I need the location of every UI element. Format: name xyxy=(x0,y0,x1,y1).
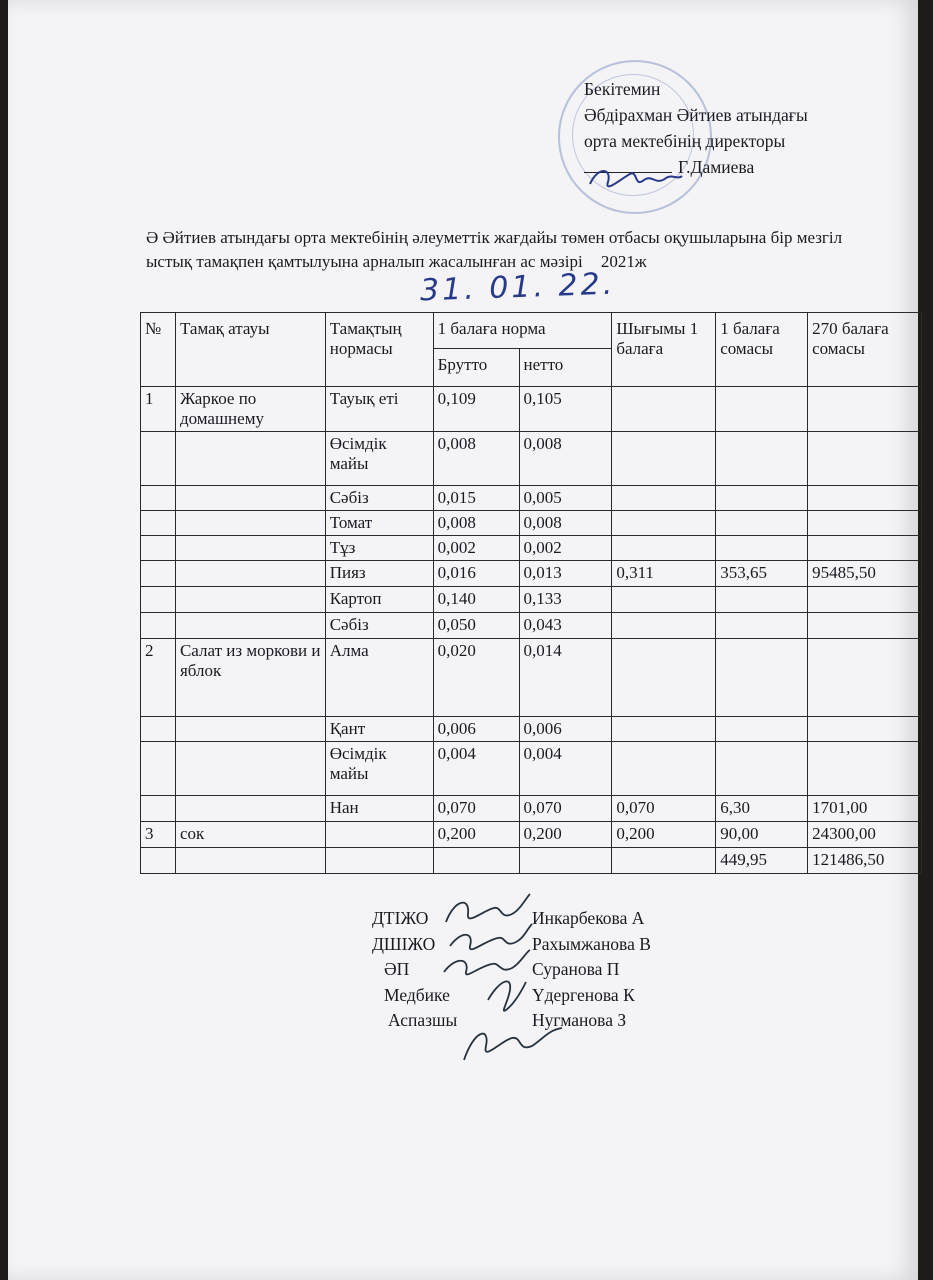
table-row xyxy=(141,387,922,432)
cell-dish xyxy=(175,613,325,639)
menu-table xyxy=(140,312,922,874)
cell-brutto: 0,109 xyxy=(433,387,519,432)
cell-output xyxy=(612,613,716,639)
signature-role: ДТІЖО xyxy=(372,908,429,928)
table-row xyxy=(141,796,922,822)
cell-num xyxy=(141,717,176,742)
cell-num: 3 xyxy=(141,822,176,848)
cell-sum270 xyxy=(808,587,922,613)
cell-item: Қант xyxy=(325,717,433,742)
cell-sum270 xyxy=(808,536,922,561)
cell-netto: 0,133 xyxy=(519,587,612,613)
director-signature xyxy=(586,160,686,200)
approval-title: Бекітемин xyxy=(584,79,661,99)
cell-item xyxy=(325,848,433,874)
cell-item: Картоп xyxy=(325,587,433,613)
cell-num xyxy=(141,432,176,486)
cell-sum1 xyxy=(716,387,808,432)
heading-year: 2021ж xyxy=(600,252,647,271)
cell-sum1 xyxy=(716,587,808,613)
cell-num xyxy=(141,561,176,587)
table-row xyxy=(141,511,922,536)
cell-sum1 xyxy=(716,613,808,639)
cell-netto: 0,008 xyxy=(519,432,612,486)
header-netto: нетто xyxy=(519,349,612,387)
cell-sum1 xyxy=(716,742,808,796)
cell-num xyxy=(141,613,176,639)
cell-output xyxy=(612,717,716,742)
cell-brutto: 0,020 xyxy=(433,639,519,717)
cell-netto: 0,013 xyxy=(519,561,612,587)
cell-sum270: 24300,00 xyxy=(808,822,922,848)
header-output: Шығымы 1 балаға xyxy=(612,313,716,387)
heading-text: Ә Әйтиев атындағы орта мектебінің әлеуметтік жағдайы төмен отбасы оқушыларына бір мезгіл ыстық тамақпен қамтылуына арналып жасалынған ас мәзірі xyxy=(146,228,843,271)
cell-output xyxy=(612,639,716,717)
cell-sum270: 121486,50 xyxy=(808,848,922,874)
signature-name: Суранова П xyxy=(532,959,620,979)
cell-brutto: 0,200 xyxy=(433,822,519,848)
cell-dish xyxy=(175,848,325,874)
cell-output xyxy=(612,848,716,874)
header-sum1: 1 балаға сомасы xyxy=(716,313,808,387)
cell-dish: сок xyxy=(175,822,325,848)
cell-item: Сәбіз xyxy=(325,613,433,639)
table-row xyxy=(141,848,922,874)
table-row xyxy=(141,717,922,742)
handwritten-signatures xyxy=(440,890,580,1080)
signature-name: Инкарбекова А xyxy=(532,908,645,928)
cell-netto xyxy=(519,848,612,874)
cell-sum270: 95485,50 xyxy=(808,561,922,587)
cell-netto: 0,043 xyxy=(519,613,612,639)
cell-dish: Жаркое по домашнему xyxy=(175,387,325,432)
cell-brutto: 0,008 xyxy=(433,511,519,536)
signature-role: Медбике xyxy=(384,984,450,1005)
table-row xyxy=(141,639,922,717)
cell-num xyxy=(141,587,176,613)
cell-item xyxy=(325,822,433,848)
table-row xyxy=(141,587,922,613)
cell-sum1: 90,00 xyxy=(716,822,808,848)
cell-brutto: 0,016 xyxy=(433,561,519,587)
cell-brutto xyxy=(433,848,519,874)
cell-item: Пияз xyxy=(325,561,433,587)
cell-sum270 xyxy=(808,717,922,742)
cell-sum270 xyxy=(808,742,922,796)
handwritten-date: 31. 01. 22. xyxy=(419,266,616,309)
cell-output xyxy=(612,536,716,561)
cell-sum270 xyxy=(808,432,922,486)
cell-num xyxy=(141,511,176,536)
cell-item: Алма xyxy=(325,639,433,717)
cell-brutto: 0,002 xyxy=(433,536,519,561)
cell-dish xyxy=(175,486,325,511)
signature-name: Нугманова З xyxy=(532,1010,627,1030)
header-num: № xyxy=(141,313,176,387)
table-row xyxy=(141,822,922,848)
cell-output: 0,200 xyxy=(612,822,716,848)
cell-output: 0,311 xyxy=(612,561,716,587)
cell-netto: 0,105 xyxy=(519,387,612,432)
table-row xyxy=(141,613,922,639)
cell-sum1: 449,95 xyxy=(716,848,808,874)
cell-num: 2 xyxy=(141,639,176,717)
cell-output xyxy=(612,387,716,432)
cell-brutto: 0,070 xyxy=(433,796,519,822)
cell-sum1 xyxy=(716,717,808,742)
cell-netto: 0,006 xyxy=(519,717,612,742)
signature-role: ДШІЖО xyxy=(372,933,436,954)
header-dish: Тамақ атауы xyxy=(175,313,325,387)
cell-output xyxy=(612,511,716,536)
cell-item: Өсімдік майы xyxy=(325,432,433,486)
cell-brutto: 0,004 xyxy=(433,742,519,796)
cell-item: Тауық еті xyxy=(325,387,433,432)
cell-item: Нан xyxy=(325,796,433,822)
cell-dish xyxy=(175,561,325,587)
cell-sum1: 6,30 xyxy=(716,796,808,822)
cell-dish xyxy=(175,587,325,613)
cell-dish xyxy=(175,742,325,796)
table-row xyxy=(141,561,922,587)
menu-table-body xyxy=(141,387,922,874)
cell-sum1 xyxy=(716,536,808,561)
header-sum270: 270 балаға сомасы xyxy=(808,313,922,387)
cell-output xyxy=(612,742,716,796)
cell-dish xyxy=(175,432,325,486)
table-row xyxy=(141,486,922,511)
cell-brutto: 0,008 xyxy=(433,432,519,486)
cell-netto: 0,005 xyxy=(519,486,612,511)
cell-sum270 xyxy=(808,486,922,511)
signature-role: ӘП xyxy=(384,959,410,979)
approval-school: Әбдірахман Әйтиев атындағы xyxy=(584,105,808,125)
table-row xyxy=(141,432,922,486)
cell-netto: 0,070 xyxy=(519,796,612,822)
cell-item: Тұз xyxy=(325,536,433,561)
cell-num xyxy=(141,536,176,561)
cell-sum1 xyxy=(716,486,808,511)
cell-num xyxy=(141,742,176,796)
cell-dish xyxy=(175,717,325,742)
cell-sum1 xyxy=(716,511,808,536)
cell-num xyxy=(141,848,176,874)
cell-output: 0,070 xyxy=(612,796,716,822)
cell-netto: 0,008 xyxy=(519,511,612,536)
cell-sum270 xyxy=(808,511,922,536)
cell-sum270 xyxy=(808,613,922,639)
cell-netto: 0,002 xyxy=(519,536,612,561)
table-row xyxy=(141,742,922,796)
table-row xyxy=(141,536,922,561)
cell-brutto: 0,006 xyxy=(433,717,519,742)
cell-output xyxy=(612,432,716,486)
cell-dish xyxy=(175,536,325,561)
cell-num xyxy=(141,486,176,511)
cell-sum1 xyxy=(716,432,808,486)
cell-brutto: 0,140 xyxy=(433,587,519,613)
background-left xyxy=(0,0,8,1280)
cell-dish xyxy=(175,511,325,536)
approval-position: орта мектебінің директоры xyxy=(584,131,786,151)
cell-brutto: 0,015 xyxy=(433,486,519,511)
cell-netto: 0,004 xyxy=(519,742,612,796)
cell-item: Өсімдік майы xyxy=(325,742,433,796)
cell-dish: Салат из моркови и яблок xyxy=(175,639,325,717)
approval-signer: Г.Дамиева xyxy=(678,157,755,177)
cell-dish xyxy=(175,796,325,822)
signature-role: Аспазшы xyxy=(388,1010,458,1030)
signature-name: Рахымжанова В xyxy=(532,933,651,954)
cell-sum270: 1701,00 xyxy=(808,796,922,822)
cell-output xyxy=(612,486,716,511)
cell-item: Томат xyxy=(325,511,433,536)
cell-num xyxy=(141,796,176,822)
cell-sum1 xyxy=(716,639,808,717)
cell-netto: 0,014 xyxy=(519,639,612,717)
cell-netto: 0,200 xyxy=(519,822,612,848)
cell-num: 1 xyxy=(141,387,176,432)
header-norm: Тамақтың нормасы xyxy=(325,313,433,387)
cell-item: Сәбіз xyxy=(325,486,433,511)
document-heading xyxy=(146,226,886,274)
header-brutto: Брутто xyxy=(433,349,519,387)
cell-sum1: 353,65 xyxy=(716,561,808,587)
signature-name: Үдергенова К xyxy=(532,984,635,1005)
cell-output xyxy=(612,587,716,613)
cell-sum270 xyxy=(808,387,922,432)
header-child-norm: 1 балаға норма xyxy=(433,313,612,349)
cell-sum270 xyxy=(808,639,922,717)
cell-brutto: 0,050 xyxy=(433,613,519,639)
